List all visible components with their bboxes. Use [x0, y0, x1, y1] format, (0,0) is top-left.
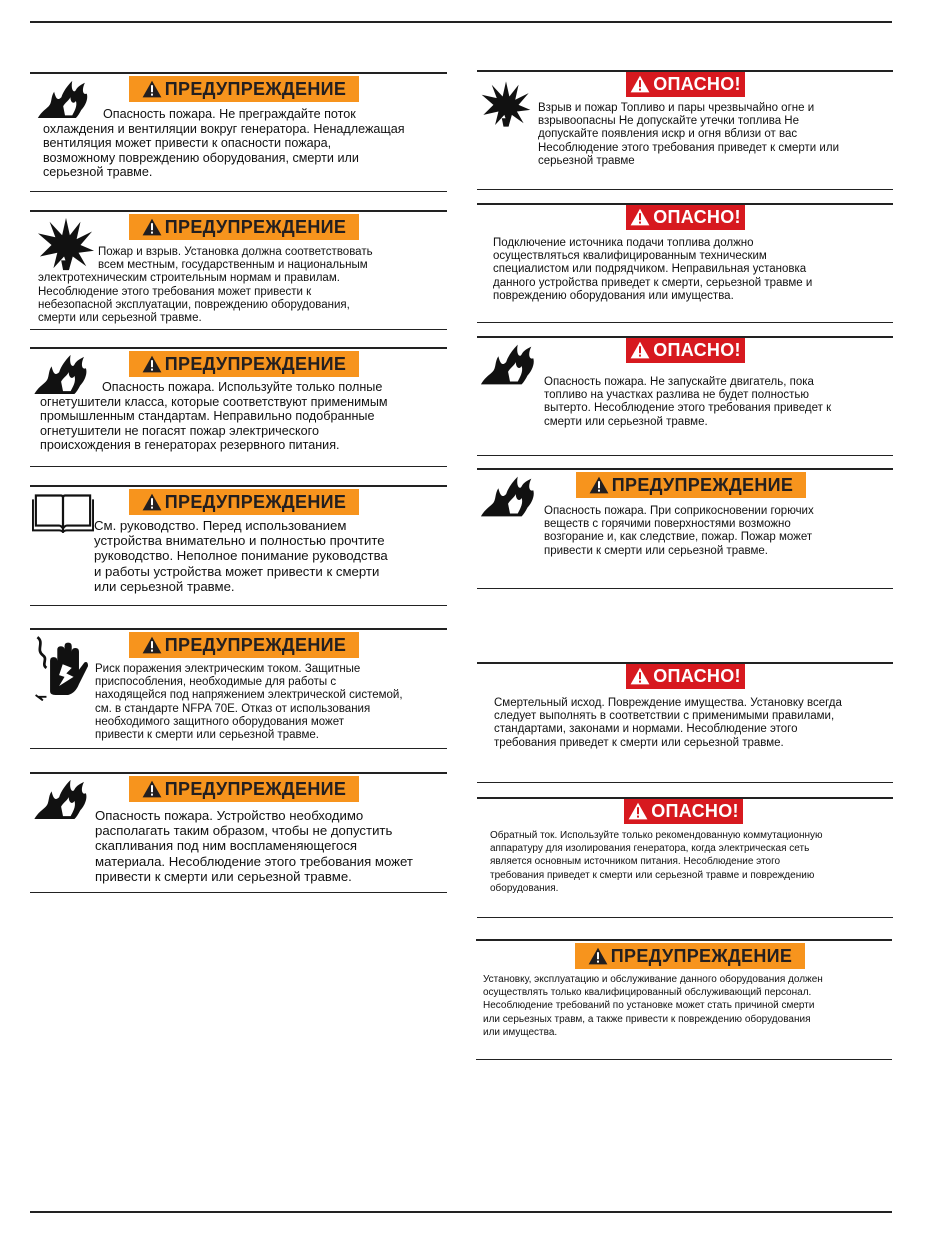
box-bottom-rule	[476, 1059, 892, 1060]
warning-box-read-manual	[30, 485, 447, 607]
warning-text: Установку, эксплуатацию и обслуживание данного оборудования должен осуществлять только квалифицированный обслуживающий персонал. Несоблюдение требований по установке может стать причиной смерти или серьезных травм, а также привести к повреждению оборудования или имущества.	[483, 974, 823, 1038]
warning-box-flammable-material	[30, 772, 447, 894]
danger-text: Опасность пожара. Не запускайте двигатель, пока топливо на участках разлива не будет полностью вытерто. Несоблюдение этого требования приведет к смерти или серьезной травме.	[544, 376, 832, 428]
danger-signal-word: ОПАСНО!	[626, 338, 745, 363]
electric-shock-icon	[32, 633, 88, 701]
alert-triangle-icon	[142, 636, 162, 654]
danger-box-installation-codes	[477, 662, 893, 784]
box-bottom-rule	[477, 917, 893, 918]
danger-text: Взрыв и пожар Топливо и пары чрезвычайно огне и взрывоопасны Не допускайте утечки топлива Не допускайте появления искр и огня вблизи от вас Несоблюдение этого требования приведет к смерти или серьезной травме	[538, 102, 839, 167]
warning-signal-word: ПРЕДУПРЕЖДЕНИЕ	[129, 632, 359, 658]
alert-triangle-icon	[628, 802, 648, 820]
box-bottom-rule	[30, 191, 447, 192]
danger-signal-word: ОПАСНО!	[626, 72, 745, 97]
danger-signal-word: ОПАСНО!	[626, 664, 745, 689]
alert-triangle-icon	[630, 208, 650, 226]
warning-box-fire-extinguishers	[30, 347, 447, 467]
top-page-rule	[30, 21, 892, 23]
alert-triangle-icon	[588, 947, 608, 965]
fire-icon	[479, 474, 541, 518]
alert-triangle-icon	[630, 341, 650, 359]
danger-text: Подключение источника подачи топлива должно осуществляться квалифицированным техническим специалистом или подрядчиком. Неправильная установка данного устройства приведет к смерти, серьезной травме и повреждению оборудования или имущества.	[493, 237, 813, 302]
alert-triangle-icon	[142, 493, 162, 511]
warning-signal-word: ПРЕДУПРЕЖДЕНИЕ	[129, 76, 359, 102]
danger-box-fuel-connection	[477, 203, 893, 324]
alert-triangle-icon	[630, 75, 650, 93]
warning-signal-word: ПРЕДУПРЕЖДЕНИЕ	[576, 472, 806, 498]
box-bottom-rule	[30, 748, 447, 749]
warning-box-electric-shock	[30, 628, 447, 750]
bottom-page-rule	[30, 1211, 892, 1213]
danger-text: Смертельный исход. Повреждение имущества. Установку всегда следует выполнять в соответствии с применимыми правилами, стандартами, законами и нормами. Несоблюдение этого требования приведет к смерти или серьезной травме.	[494, 697, 842, 749]
danger-box-explosion-fuel	[477, 70, 893, 190]
danger-signal-word: ОПАСНО!	[626, 205, 745, 230]
fire-icon	[32, 778, 94, 820]
warning-text: Риск поражения электрическим током. Защитные приспособления, необходимые для работы с находящейся под напряжением электрической системой, см. в стандарте NFPA 70E. Отказ от использования необходимого защитного оборудования может привести к смерти или серьезной травме.	[95, 663, 403, 742]
box-bottom-rule	[477, 322, 893, 323]
alert-triangle-icon	[142, 355, 162, 373]
alert-triangle-icon	[630, 667, 650, 685]
warning-signal-word: ПРЕДУПРЕЖДЕНИЕ	[129, 489, 359, 515]
alert-triangle-icon	[142, 218, 162, 236]
box-bottom-rule	[30, 605, 447, 606]
warning-box-qualified-personnel	[476, 939, 892, 1061]
box-bottom-rule	[477, 782, 893, 783]
warning-signal-word: ПРЕДУПРЕЖДЕНИЕ	[575, 943, 805, 969]
alert-triangle-icon	[142, 80, 162, 98]
alert-triangle-icon	[589, 476, 609, 494]
danger-box-spilled-fuel	[477, 336, 893, 457]
box-bottom-rule	[477, 455, 893, 456]
manual-book-icon	[32, 489, 94, 533]
danger-box-back-feed	[477, 797, 893, 919]
warning-text: Пожар и взрыв. Установка должна соответствовать всем местным, государственным и национальным электротехническим строительным нормам и правилам. Несоблюдение этого требования может привести к небезопасной эксплуатации, повреждению оборудования, смерти или серьезной травме.	[38, 246, 373, 325]
warning-text: Опасность пожара. Устройство необходимо располагать таким образом, чтобы не допустить скапливания под ним воспламеняющегося материала. Несоблюдение этого требования может привести к смерти или серьезной травме.	[95, 808, 413, 884]
box-bottom-rule	[30, 329, 447, 330]
box-bottom-rule	[477, 588, 893, 589]
warning-text: Опасность пожара. Не преграждайте поток охлаждения и вентиляции вокруг генератора. Ненадлежащая вентиляция может привести к опасности пожара, возможному повреждению оборудования, смерти или серьезной травме.	[43, 107, 405, 180]
warning-text: См. руководство. Перед использованием устройства внимательно и полностью прочтите руководство. Неполное понимание руководства и работы устройства может привести к смерти или серьезной травме.	[94, 518, 388, 594]
box-bottom-rule	[477, 189, 893, 190]
danger-signal-word: ОПАСНО!	[624, 799, 743, 824]
box-bottom-rule	[30, 892, 447, 893]
fire-icon	[479, 342, 541, 386]
warning-signal-word: ПРЕДУПРЕЖДЕНИЕ	[129, 351, 359, 377]
alert-triangle-icon	[142, 780, 162, 798]
warning-signal-word: ПРЕДУПРЕЖДЕНИЕ	[129, 776, 359, 802]
warning-box-hot-surfaces	[477, 468, 893, 590]
warning-text: Опасность пожара. При соприкосновении горючих веществ с горячими поверхностями возможно возгорание и, как следствие, пожар. Пожар может привести к смерти или серьезной травме.	[544, 505, 814, 557]
box-bottom-rule	[30, 466, 447, 467]
warning-box-fire-explosion-codes	[30, 210, 447, 330]
explosion-icon	[480, 76, 532, 132]
warning-signal-word: ПРЕДУПРЕЖДЕНИЕ	[129, 214, 359, 240]
warning-text: Опасность пожара. Используйте только полные огнетушители класса, которые соответствуют применимым промышленным стандартам. Неправильно подобранные огнетушители не погасят пожар электрического происхождения в генераторах резервного питания.	[40, 380, 388, 453]
warning-box-cooling-ventilation	[30, 72, 447, 192]
danger-text: Обратный ток. Используйте только рекомендованную коммутационную аппаратуру для изолирования генератора, когда электрическая сеть является основным источником питания. Несоблюдение этого требования приведет к смерти или серьезной травме и повреждению оборудования.	[490, 830, 823, 894]
